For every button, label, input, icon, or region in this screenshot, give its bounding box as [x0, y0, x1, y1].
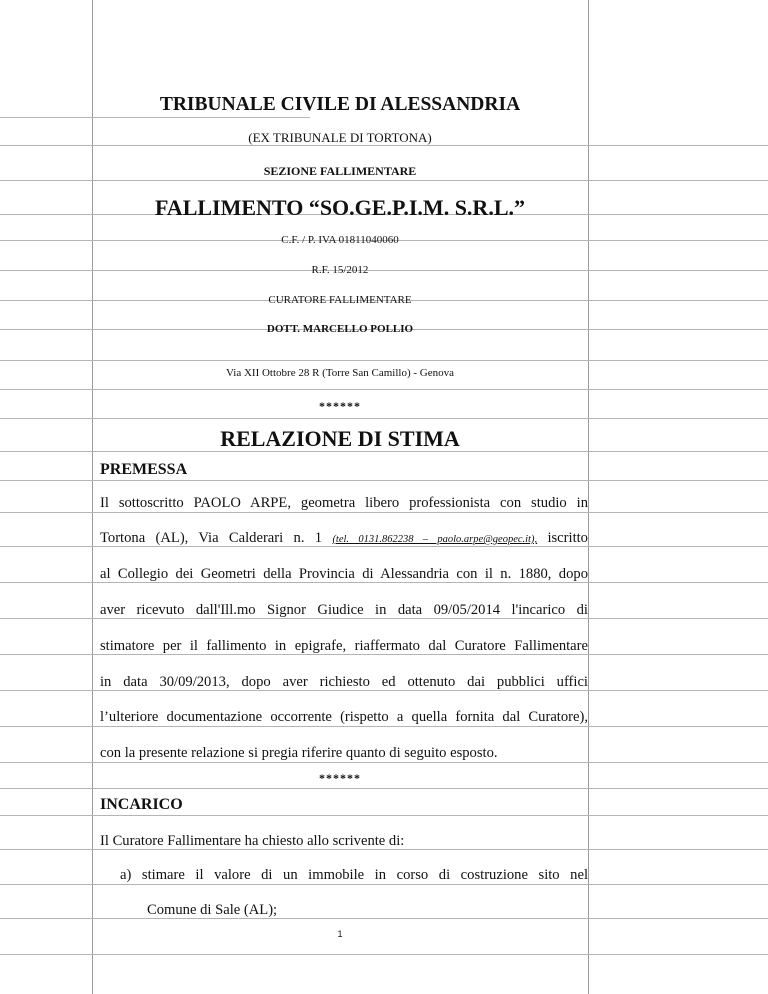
curator-address: Via XII Ottobre 28 R (Torre San Camillo) - Genova: [226, 367, 454, 379]
incarico-intro: Il Curatore Fallimentare ha chiesto allo scrivente di:: [100, 833, 405, 849]
premessa-separator: ******: [319, 771, 361, 785]
curator-label: CURATORE FALLIMENTARE: [268, 294, 412, 306]
premessa-line-2: [100, 529, 588, 549]
contact-info: (tel. 0131.862238 – paolo.arpe@geopec.it),: [332, 534, 538, 545]
premessa-line-6: in data 30/09/2013, dopo aver richiesto ed ottenuto dai pubblici uffici: [100, 674, 588, 690]
page-number: 1: [337, 929, 343, 939]
premessa-line-5: stimatore per il fallimento in epigrafe, riaffermato dal Curatore Fallimentare: [100, 638, 588, 654]
court-title: TRIBUNALE CIVILE DI ALESSANDRIA: [159, 94, 521, 115]
premessa-line-1: Il sottoscritto PAOLO ARPE, geometra libero professionista con studio in: [100, 495, 588, 511]
right-margin-line: [588, 0, 589, 994]
line2-start: Tortona (AL), Via Calderari n. 1: [100, 530, 323, 546]
line2-end: iscritto: [547, 530, 588, 546]
tax-id: C.F. / P. IVA 01811040060: [281, 234, 399, 246]
case-title: FALLIMENTO “SO.GE.P.I.M. S.R.L.”: [155, 195, 525, 220]
premessa-line-7: l’ulteriore documentazione occorrente (rispetto a quella fornita dal Curatore),: [100, 709, 588, 725]
header-separator: ******: [319, 399, 361, 413]
curator-name: DOTT. MARCELLO POLLIO: [266, 323, 414, 335]
ex-court-subtitle: (EX TRIBUNALE DI TORTONA): [248, 130, 432, 145]
rf-number: R.F. 15/2012: [311, 264, 369, 276]
premessa-heading: PREMESSA: [100, 461, 188, 478]
incarico-item-a-cont: Comune di Sale (AL);: [147, 902, 278, 918]
section-label: SEZIONE FALLIMENTARE: [263, 164, 417, 178]
incarico-heading: INCARICO: [100, 796, 183, 813]
report-title: RELAZIONE DI STIMA: [220, 426, 460, 451]
premessa-line-3: al Collegio dei Geometri della Provincia di Alessandria con il n. 1880, dopo: [100, 566, 588, 582]
premessa-line-4: aver ricevuto dall'Ill.mo Signor Giudice in data 09/05/2014 l'incarico di: [100, 602, 588, 618]
incarico-item-a: a) stimare il valore di un immobile in corso di costruzione sito nel: [120, 867, 588, 883]
premessa-line-8: con la presente relazione si pregia riferire quanto di seguito esposto.: [100, 745, 498, 761]
left-margin-line: [92, 0, 93, 994]
